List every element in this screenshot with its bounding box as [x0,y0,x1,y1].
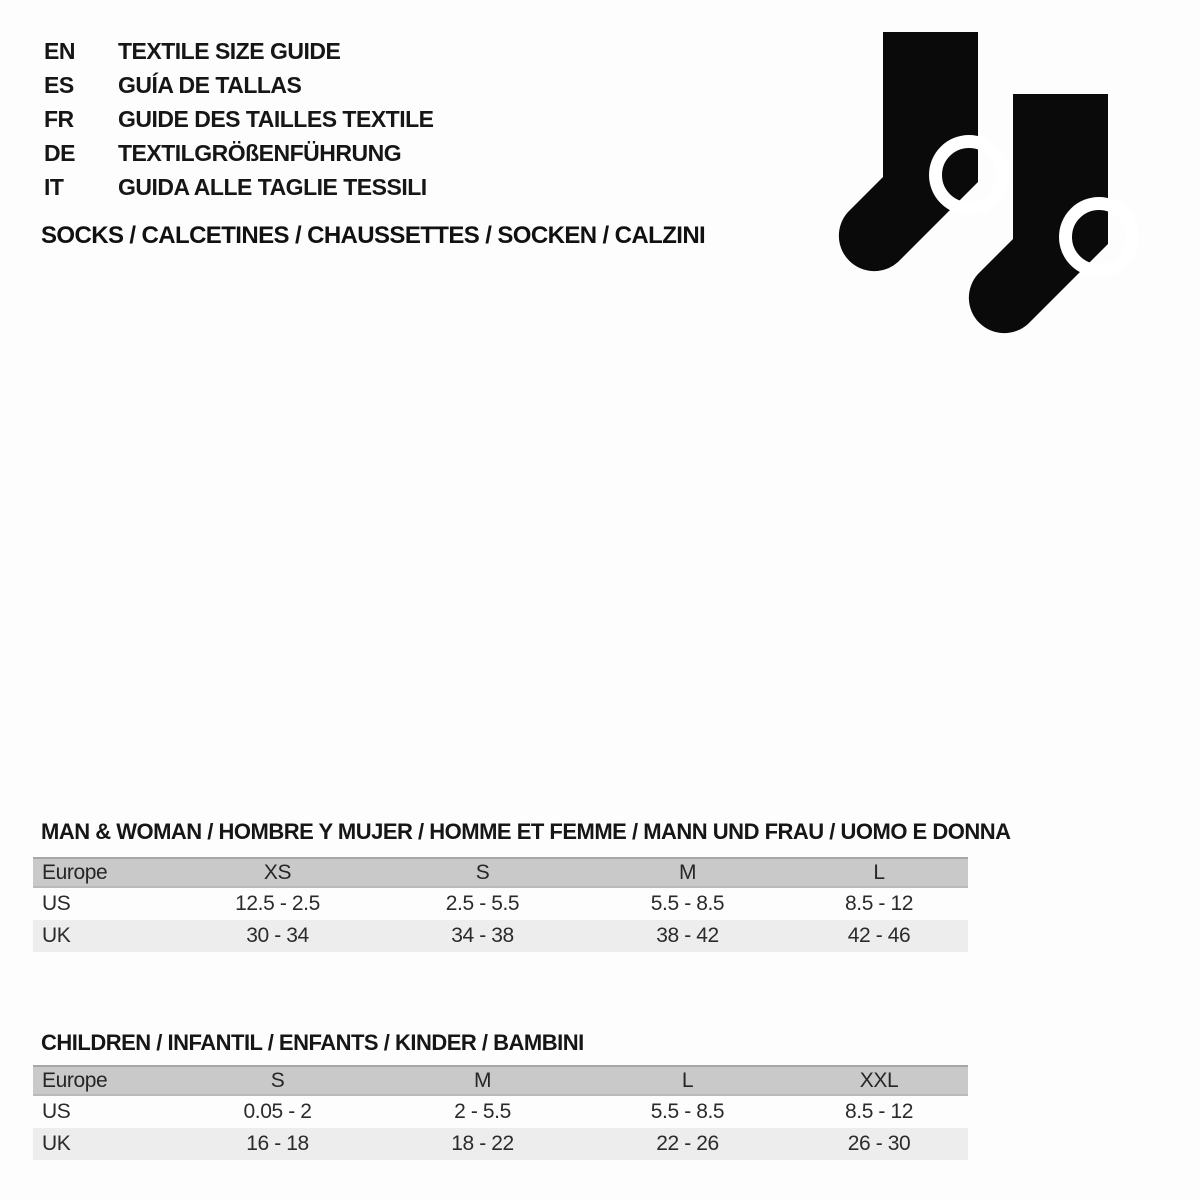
column-header: XS [263,861,292,884]
column-header: Europe [42,861,108,884]
size-cell: 18 - 22 [451,1132,514,1155]
size-cell: 12.5 - 2.5 [235,892,320,915]
children-table-title: CHILDREN / INFANTIL / ENFANTS / KINDER / BAMBINI [41,1030,584,1055]
language-label: TEXTILGRÖßENFÜHRUNG [118,140,402,166]
language-code: IT [44,174,64,200]
size-cell: 30 - 34 [246,924,309,947]
column-header: M [473,1069,492,1092]
socks-icon [823,32,1145,339]
language-label: GUÍA DE TALLAS [118,72,302,98]
column-header: Europe [42,1069,108,1092]
language-row [44,34,434,68]
row-label: UK [42,924,71,947]
language-row [44,170,434,204]
adult-table-title: MAN & WOMAN / HOMBRE Y MUJER / HOMME ET FEMME / MANN UND FRAU / UOMO E DONNA [41,819,1011,844]
language-row [44,68,434,102]
size-cell: 0.05 - 2 [243,1100,312,1123]
language-code: ES [44,72,74,98]
language-code: EN [44,38,75,64]
size-cell: 38 - 42 [656,924,719,947]
sock-left-shape [839,32,1003,271]
language-label: GUIDE DES TAILLES TEXTILE [118,106,434,132]
adult-size-table [33,857,968,952]
size-cell: 2 - 5.5 [454,1100,511,1123]
column-header: XXL [859,1069,899,1092]
size-cell: 26 - 30 [847,1132,911,1155]
table-row [33,920,968,952]
size-cell: 22 - 26 [656,1132,719,1155]
column-header: L [873,861,885,884]
size-cell: 8.5 - 12 [844,892,913,915]
table-header-row [33,1065,968,1096]
column-header: M [678,861,697,884]
sock-right-shape [969,94,1133,333]
size-cell: 5.5 - 8.5 [650,892,725,915]
column-header: S [270,1069,285,1092]
row-label: US [42,1100,71,1123]
language-row [44,102,434,136]
children-size-table [33,1065,968,1160]
table-row [33,1128,968,1160]
column-header: S [475,861,490,884]
language-row [44,136,434,170]
row-label: US [42,892,71,915]
language-code: FR [44,106,74,132]
size-cell: 8.5 - 12 [844,1100,913,1123]
table-row [33,888,968,920]
size-cell: 5.5 - 8.5 [650,1100,725,1123]
row-label: UK [42,1132,71,1155]
category-title: SOCKS / CALCETINES / CHAUSSETTES / SOCKEN / CALZINI [41,222,706,249]
size-cell: 34 - 38 [451,924,514,947]
size-cell: 16 - 18 [246,1132,309,1155]
language-label: GUIDA ALLE TAGLIE TESSILI [118,174,427,200]
language-code: DE [44,140,75,166]
table-row [33,1096,968,1128]
column-header: L [681,1069,694,1092]
language-list [44,34,434,204]
table-header-row [33,857,968,888]
size-cell: 42 - 46 [847,924,911,947]
language-label: TEXTILE SIZE GUIDE [118,38,341,64]
size-cell: 2.5 - 5.5 [445,892,520,915]
